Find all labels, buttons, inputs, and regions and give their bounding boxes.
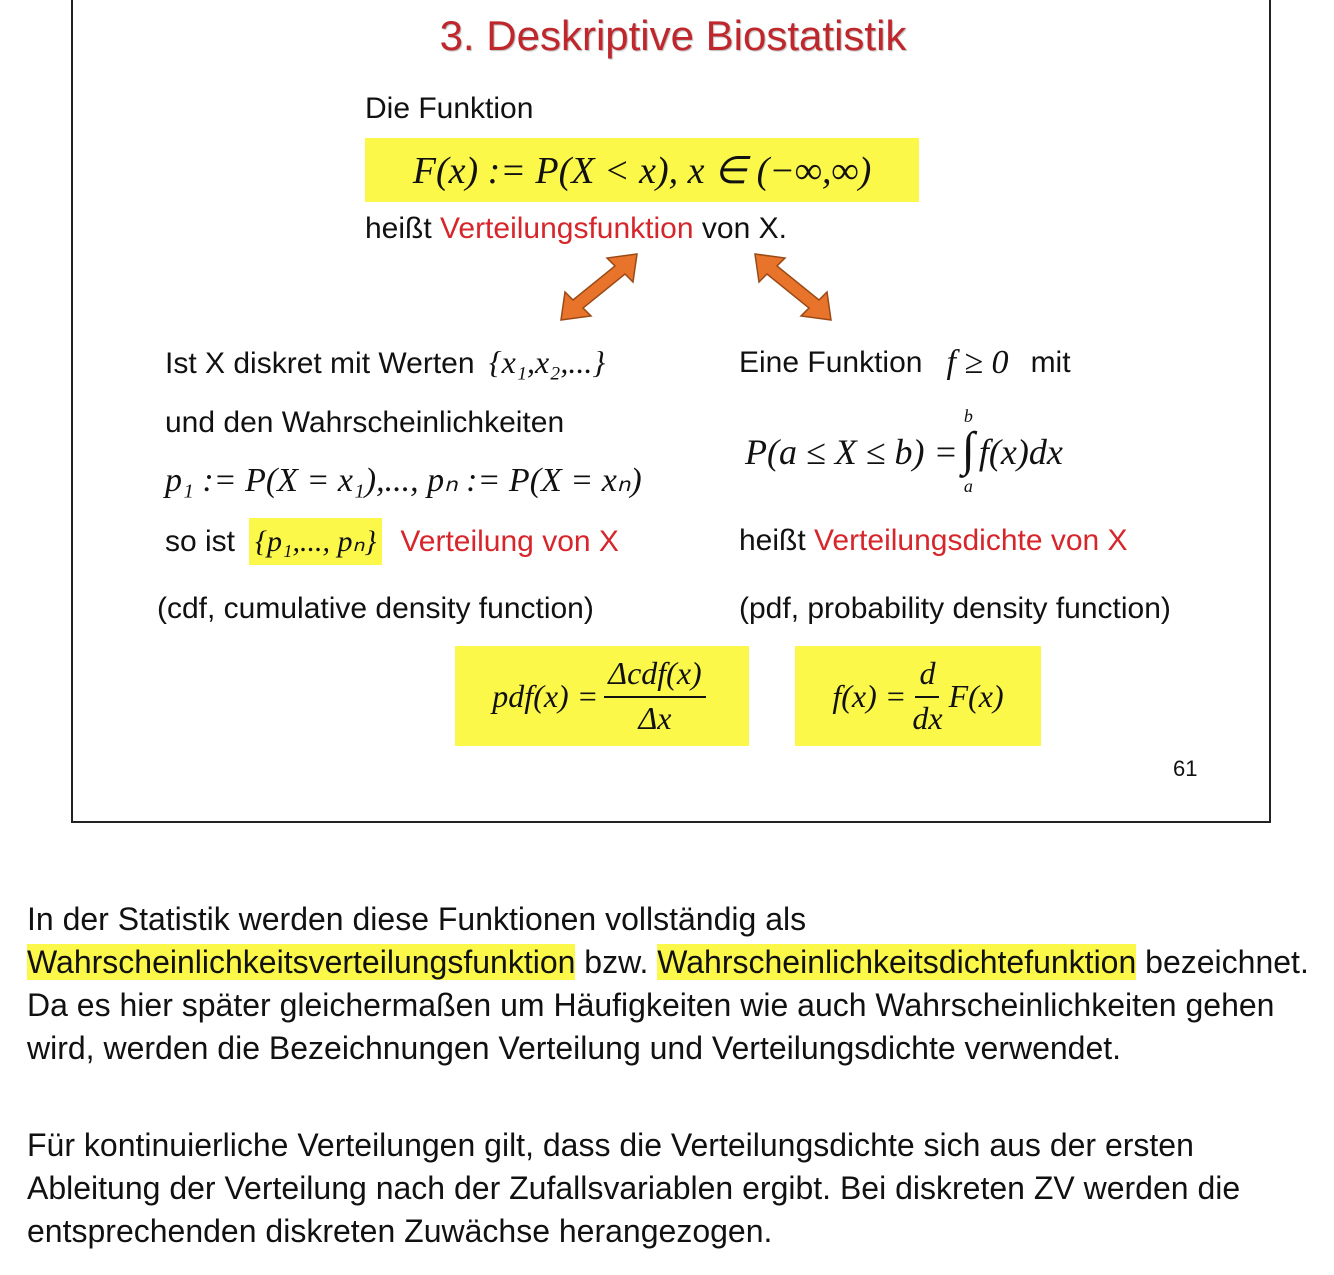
p1-highlight-term2: Wahrscheinlichkeitsdichtefunktion [657, 944, 1137, 980]
double-arrow-icon [553, 248, 653, 326]
p1-highlight-term1: Wahrscheinlichkeitsverteilungsfunktion [27, 944, 576, 980]
p1-text-c: bezeichnet. Da es hier später gleichermaßen um Häufigkeiten wie auch Wahrscheinlichkeiten gehen wird, werden die Bezeichnungen Verteilung und Verteilungsdichte verwendet. [27, 944, 1309, 1066]
integrand: f(x)dx [978, 432, 1063, 472]
values-set: {x₁,x₂,...} [488, 344, 606, 380]
body-paragraph-1 [27, 898, 1317, 1070]
pdf-note: (pdf, probability density function) [739, 592, 1171, 625]
heisst-text: heißt [365, 212, 441, 245]
integral-limits [962, 407, 975, 497]
pdf-fraction [604, 655, 705, 737]
definition-formula: F(x) := P(X < x), x ∈ (−∞,∞) [412, 149, 872, 192]
slide [71, 0, 1271, 823]
pdf-numerator: Δcdf(x) [604, 655, 705, 698]
f-rhs: F(x) [948, 677, 1004, 714]
derivative-denominator: dx [912, 700, 943, 736]
left-line1-text: Ist X diskret mit Werten [165, 347, 475, 380]
eine-funktion-text: Eine Funktion [739, 346, 923, 379]
left-line1 [165, 344, 605, 381]
derivative-numerator: d [915, 655, 939, 698]
p2-text: Für kontinuierliche Verteilungen gilt, dass die Verteilungsdichte sich aus der ersten Ableitung der Verteilung nach der Zufallsvariablen ergibt. Bei diskreten ZV werden die entsprechenden diskreten Zuwächse herangezogen. [27, 1127, 1241, 1249]
page-number: 61 [1173, 756, 1198, 781]
double-arrow-icon [749, 248, 849, 326]
right-line3 [739, 524, 1128, 558]
left-line4 [165, 518, 619, 565]
integral-lhs: P(a ≤ X ≤ b) = [745, 432, 958, 472]
so-ist-text: so ist [165, 524, 236, 558]
probabilities-formula: p₁ := P(X = x₁),..., pₙ := P(X = xₙ) [165, 462, 642, 499]
integral-lower: a [963, 476, 973, 496]
integral-upper: b [963, 406, 973, 426]
p1-text-b: bzw. [575, 944, 658, 980]
integral-formula [745, 396, 1063, 508]
definition-formula-box [365, 138, 919, 202]
heisst-right-text: heißt [739, 524, 815, 557]
slide-title: 3. Deskriptive Biostatistik [439, 12, 907, 59]
derivative-fraction [912, 655, 942, 737]
body-paragraph-2 [27, 1124, 1317, 1253]
term-verteilungsfunktion: Verteilungsfunktion [440, 212, 694, 245]
right-line1 [739, 344, 1071, 382]
pdf-lhs: pdf(x) = [492, 677, 599, 714]
cdf-note: (cdf, cumulative density function) [157, 592, 594, 625]
mit-text: mit [1030, 346, 1071, 379]
derivative-formula-box [795, 646, 1041, 746]
probability-set: {p₁,..., pₙ} [249, 518, 382, 565]
f-lhs: f(x) = [832, 677, 907, 714]
f-nonneg: f ≥ 0 [946, 344, 1009, 381]
definition-sentence [365, 212, 787, 246]
term-verteilung: Verteilung von X [400, 524, 619, 558]
von-x-text: von X. [693, 212, 787, 245]
intro-text: Die Funktion [365, 92, 534, 125]
pdf-denominator: Δx [638, 700, 672, 736]
p1-text-a: In der Statistik werden diese Funktionen vollständig als [27, 901, 807, 937]
integral-sign: ∫ [961, 423, 975, 476]
term-verteilungsdichte: Verteilungsdichte von X [814, 524, 1128, 557]
left-line2: und den Wahrscheinlichkeiten [165, 406, 565, 439]
pdf-formula-box [455, 646, 749, 746]
